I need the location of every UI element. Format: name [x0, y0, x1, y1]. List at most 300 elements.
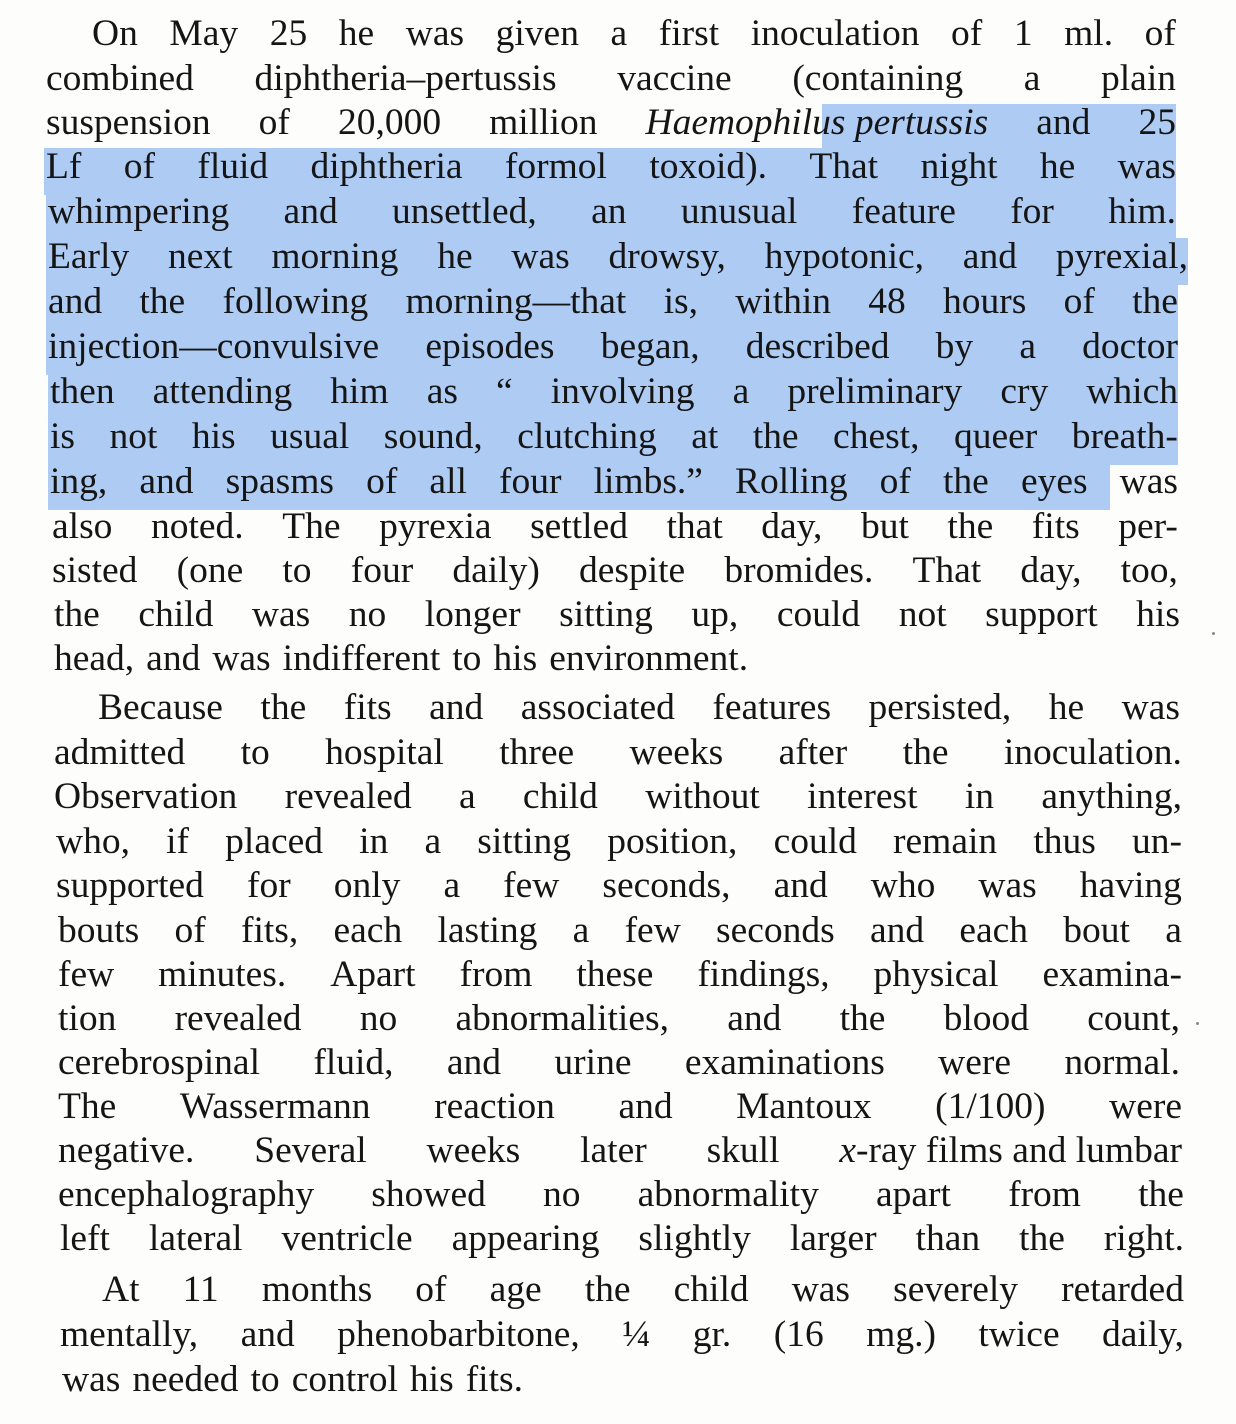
- word: a: [424, 821, 442, 862]
- word: months: [261, 1269, 373, 1310]
- word: four: [499, 461, 562, 502]
- word: is: [50, 416, 76, 457]
- word: 20,000: [337, 102, 442, 143]
- word: revealed: [284, 776, 412, 817]
- word: un-: [1131, 821, 1182, 862]
- word: spasms: [225, 461, 334, 502]
- word: appearing: [451, 1218, 600, 1259]
- word: eyes: [1020, 461, 1088, 502]
- word: a: [610, 13, 628, 54]
- word: pyrexial,: [1055, 236, 1188, 277]
- word: up,: [691, 594, 739, 635]
- word: no: [348, 594, 387, 635]
- word: and: [1036, 102, 1091, 143]
- word: head,: [54, 638, 135, 679]
- word: encephalography: [58, 1174, 315, 1215]
- word: ml.: [1064, 13, 1114, 54]
- word: plain: [1101, 58, 1176, 99]
- word: but: [860, 506, 909, 547]
- word: twice: [978, 1314, 1060, 1355]
- word: and: [429, 687, 484, 728]
- word: morning—that: [405, 281, 627, 322]
- text-line: [52, 549, 1178, 593]
- word: bromides.: [724, 550, 874, 591]
- word: 48: [868, 281, 906, 322]
- word: associated: [520, 687, 675, 728]
- word: interest: [807, 776, 918, 817]
- word: “: [496, 371, 513, 412]
- word: who,: [56, 821, 130, 862]
- word: breath-: [1071, 416, 1178, 457]
- word: fits,: [240, 910, 299, 951]
- word: the: [752, 416, 799, 457]
- word: longer: [424, 594, 521, 635]
- word: examinations: [684, 1042, 885, 1083]
- word: fluid: [197, 146, 269, 187]
- word: only: [333, 865, 401, 906]
- word: each: [959, 910, 1029, 951]
- word: formol: [504, 146, 607, 187]
- word: whimpering: [48, 191, 230, 232]
- word: thus: [1033, 821, 1096, 862]
- word: right.: [1103, 1218, 1184, 1259]
- word: Lf: [46, 146, 82, 187]
- word: slightly: [638, 1218, 751, 1259]
- word: admitted: [54, 732, 186, 773]
- text-line: [60, 1217, 1184, 1261]
- word: support: [985, 594, 1098, 635]
- word: these: [576, 954, 654, 995]
- word: abnormalities,: [455, 998, 669, 1039]
- word: cry: [1000, 371, 1049, 412]
- text-line: [54, 775, 1182, 819]
- word: Wassermann: [179, 1086, 371, 1127]
- word: was: [978, 865, 1037, 906]
- word: retarded: [1061, 1269, 1184, 1310]
- word: and: [773, 865, 828, 906]
- word: negative.: [58, 1130, 195, 1171]
- word: a: [1023, 58, 1041, 99]
- word: child: [673, 1269, 749, 1310]
- text-line: [56, 864, 1182, 908]
- word: suspension: [46, 102, 211, 143]
- word: fits: [1031, 506, 1080, 547]
- word: feature: [851, 191, 956, 232]
- text-line: [48, 325, 1178, 369]
- word: (1/100): [935, 1086, 1046, 1127]
- word: and: [139, 461, 194, 502]
- word: abnormality: [637, 1174, 819, 1215]
- word: Apart: [330, 954, 416, 995]
- word: in: [964, 776, 995, 817]
- word: sitting: [477, 821, 572, 862]
- word: sitting: [559, 594, 653, 635]
- word: having: [1079, 865, 1182, 906]
- word: all: [429, 461, 467, 502]
- word: injection—convulsive: [48, 326, 380, 367]
- word: he: [1039, 146, 1076, 187]
- word: was: [62, 1359, 121, 1400]
- word: and: [962, 236, 1017, 277]
- text-line: [58, 1085, 1182, 1129]
- text-line: [102, 1268, 1184, 1312]
- word: four: [350, 550, 414, 591]
- word: noted.: [150, 506, 244, 547]
- text-line: [46, 101, 1176, 145]
- word: Mantoux: [736, 1086, 872, 1127]
- scan-speck: [1196, 1022, 1199, 1025]
- word: urine: [554, 1042, 632, 1083]
- word: fits.: [465, 1359, 523, 1400]
- word: 1: [1013, 13, 1033, 54]
- word: revealed: [174, 998, 302, 1039]
- italic-x: [839, 1129, 1182, 1173]
- word: the: [260, 687, 307, 728]
- word: were: [1109, 1086, 1182, 1127]
- word: was: [1121, 687, 1180, 728]
- word: doctor: [1082, 326, 1178, 367]
- word: supported: [56, 865, 204, 906]
- word: fluid,: [313, 1042, 394, 1083]
- word: environment.: [549, 638, 749, 679]
- word: and: [446, 1042, 502, 1083]
- word: of: [415, 1269, 447, 1310]
- word: after: [778, 732, 848, 773]
- word: were: [938, 1042, 1012, 1083]
- word: began,: [600, 326, 700, 367]
- word: seconds,: [602, 865, 731, 906]
- word: inoculation: [750, 13, 920, 54]
- word: daily,: [1102, 1314, 1184, 1355]
- word: he: [437, 236, 473, 277]
- word: At: [102, 1269, 140, 1310]
- word: the: [943, 461, 989, 502]
- word: lasting: [437, 910, 538, 951]
- word: diphtheria–pertussis: [254, 58, 557, 99]
- word: who: [870, 865, 936, 906]
- word: each: [333, 910, 403, 951]
- text-line: [60, 1313, 1184, 1357]
- word: inoculation.: [1003, 732, 1182, 773]
- word: and: [48, 281, 103, 322]
- word: not: [109, 416, 158, 457]
- word: seconds: [716, 910, 835, 951]
- word: despite: [578, 550, 686, 591]
- word: in: [359, 821, 389, 862]
- word: for: [246, 865, 291, 906]
- word: then: [50, 371, 115, 412]
- word: could: [776, 594, 861, 635]
- word: described: [745, 326, 890, 367]
- word: mg.): [866, 1314, 936, 1355]
- word: and: [146, 638, 201, 679]
- text-line: [58, 909, 1182, 953]
- word: ing,: [50, 461, 108, 502]
- word: findings,: [697, 954, 830, 995]
- word: fits: [343, 687, 392, 728]
- word: a: [458, 776, 476, 817]
- word: a: [1165, 910, 1182, 951]
- word: night: [920, 146, 998, 187]
- word: involving: [550, 371, 695, 412]
- line-text: -ray films and lumbar: [856, 1130, 1182, 1171]
- word: and: [283, 191, 338, 232]
- text-line: [46, 145, 1176, 189]
- text-line: [52, 505, 1178, 549]
- word: ventricle: [281, 1218, 413, 1259]
- word: he: [338, 13, 375, 54]
- word: if: [166, 821, 190, 862]
- text-line: [58, 953, 1182, 997]
- word: the: [54, 594, 100, 635]
- word: too,: [1120, 550, 1178, 591]
- word: the: [139, 281, 186, 322]
- word: of: [1144, 13, 1176, 54]
- word: given: [495, 13, 579, 54]
- word: to: [452, 638, 482, 679]
- word: limbs.”: [593, 461, 703, 502]
- word: preliminary: [787, 371, 963, 412]
- word: 11: [182, 1269, 219, 1310]
- scan-speck: [1212, 632, 1215, 635]
- word: for: [1010, 191, 1054, 232]
- text-line: [50, 370, 1178, 414]
- word: of: [258, 102, 290, 143]
- word: 25: [1138, 102, 1176, 143]
- word: That: [912, 550, 982, 591]
- word: was: [1119, 461, 1178, 502]
- word: his: [191, 416, 236, 457]
- word: left: [60, 1218, 110, 1259]
- word: from: [1008, 1174, 1081, 1215]
- text-line: [48, 190, 1176, 234]
- word: child: [522, 776, 598, 817]
- word: persisted,: [868, 687, 1012, 728]
- word: combined: [46, 58, 194, 99]
- text-line: [48, 235, 1188, 279]
- word: a: [572, 910, 590, 951]
- word: his: [493, 638, 538, 679]
- word: could: [773, 821, 857, 862]
- word: bout: [1063, 910, 1130, 951]
- word: to: [240, 732, 270, 773]
- word: features: [712, 687, 832, 728]
- word: hospital: [325, 732, 444, 773]
- word: the: [947, 506, 994, 547]
- word: at: [691, 416, 719, 457]
- word: count,: [1087, 998, 1180, 1039]
- word: a: [1019, 326, 1036, 367]
- word: and: [240, 1314, 295, 1355]
- word: no: [543, 1174, 581, 1215]
- word: unusual: [680, 191, 798, 232]
- word: needed: [132, 1359, 239, 1400]
- word: and: [618, 1086, 673, 1127]
- word: to: [250, 1359, 280, 1400]
- word: weeks: [426, 1130, 521, 1171]
- word: first: [658, 13, 720, 54]
- word: and: [869, 910, 925, 951]
- text-line: [48, 280, 1178, 324]
- word: attending: [152, 371, 293, 412]
- word: diphtheria: [310, 146, 463, 187]
- word: indifferent: [282, 638, 441, 679]
- word: is,: [663, 281, 698, 322]
- word: was: [212, 638, 271, 679]
- word: of: [366, 461, 398, 502]
- text-line: [58, 997, 1180, 1041]
- word: the: [1138, 1174, 1184, 1215]
- word: Observation: [54, 776, 238, 817]
- word: Early: [48, 236, 130, 277]
- italic-text: x: [839, 1130, 857, 1171]
- word: next: [168, 236, 233, 277]
- word: was: [791, 1269, 851, 1310]
- word: no: [359, 998, 398, 1039]
- word: million: [489, 102, 598, 143]
- word: skull: [706, 1130, 780, 1171]
- word: On: [92, 13, 138, 54]
- word: also: [52, 506, 113, 547]
- word: the: [1019, 1218, 1065, 1259]
- text-line: [58, 1129, 1182, 1173]
- italic-species-name: [646, 101, 989, 145]
- italic-text: Haemophilus pertussis: [645, 102, 989, 143]
- word: ¼: [622, 1314, 651, 1355]
- word: later: [580, 1130, 647, 1171]
- word: That: [809, 146, 879, 187]
- text-line: [54, 637, 1180, 681]
- word: an: [591, 191, 627, 232]
- word: from: [459, 954, 533, 995]
- word: Rolling: [735, 461, 848, 502]
- word: was: [511, 236, 570, 277]
- word: his: [1136, 594, 1180, 635]
- word: the: [839, 998, 886, 1039]
- word: of: [174, 910, 206, 951]
- word: day,: [761, 506, 823, 547]
- word: the: [1132, 281, 1178, 322]
- word: reaction: [434, 1086, 555, 1127]
- text-line: [50, 415, 1178, 459]
- word: which: [1086, 371, 1178, 412]
- word: severely: [893, 1269, 1019, 1310]
- text-line: [58, 1041, 1180, 1085]
- word: cerebrospinal: [58, 1042, 260, 1083]
- word: was: [405, 13, 465, 54]
- word: was: [1117, 146, 1176, 187]
- word: drowsy,: [608, 236, 726, 277]
- word: (one: [176, 550, 244, 591]
- word: of: [951, 13, 983, 54]
- word: daily): [452, 550, 540, 591]
- word: hours: [943, 281, 1027, 322]
- word: hypotonic,: [764, 236, 925, 277]
- text-line: [54, 731, 1182, 775]
- word: the: [584, 1269, 631, 1310]
- word: phenobarbitone,: [337, 1314, 580, 1355]
- word: than: [915, 1218, 981, 1259]
- word: per-: [1118, 506, 1178, 547]
- word: anything,: [1041, 776, 1182, 817]
- word: sisted: [52, 550, 138, 591]
- word: few: [503, 865, 560, 906]
- word: and: [727, 998, 782, 1039]
- word: sound,: [383, 416, 483, 457]
- word: settled: [530, 506, 628, 547]
- word: remain: [893, 821, 998, 862]
- word: physical: [873, 954, 999, 995]
- word: day,: [1020, 550, 1082, 591]
- text-line: [92, 12, 1176, 56]
- text-line: [50, 460, 1178, 504]
- text-line: [98, 686, 1180, 730]
- word: clutching: [517, 416, 657, 457]
- word: by: [935, 326, 974, 367]
- text-line: [56, 820, 1182, 864]
- word: of: [879, 461, 911, 502]
- word: gr.: [692, 1314, 732, 1355]
- word: weeks: [629, 732, 724, 773]
- word: a: [732, 371, 750, 412]
- word: child: [138, 594, 214, 635]
- word: (16: [773, 1314, 824, 1355]
- word: morning: [271, 236, 399, 277]
- word: unsettled,: [392, 191, 537, 232]
- word: that: [666, 506, 723, 547]
- word: the: [902, 732, 949, 773]
- word: Because: [98, 687, 223, 728]
- word: mentally,: [60, 1314, 199, 1355]
- word: of: [1063, 281, 1095, 322]
- word: few: [624, 910, 681, 951]
- word: tion: [58, 998, 117, 1039]
- word: pyrexia: [379, 506, 492, 547]
- word: placed: [225, 821, 324, 862]
- word: larger: [789, 1218, 877, 1259]
- word: 25: [269, 13, 308, 54]
- word: The: [58, 1086, 117, 1127]
- word: he: [1048, 687, 1085, 728]
- word: vaccine: [617, 58, 732, 99]
- word: blood: [943, 998, 1030, 1039]
- word: position,: [607, 821, 738, 862]
- word: was: [251, 594, 311, 635]
- word: examina-: [1042, 954, 1182, 995]
- word: lateral: [148, 1218, 243, 1259]
- word: his: [409, 1359, 454, 1400]
- word: not: [898, 594, 947, 635]
- word: a: [443, 865, 461, 906]
- word: apart: [875, 1174, 951, 1215]
- word: control: [291, 1359, 398, 1400]
- word: (containing: [792, 58, 964, 99]
- word: queer: [953, 416, 1038, 457]
- word: minutes.: [158, 954, 287, 995]
- word: showed: [371, 1174, 486, 1215]
- word: within: [735, 281, 832, 322]
- word: without: [645, 776, 760, 817]
- word: episodes: [425, 326, 555, 367]
- word: normal.: [1064, 1042, 1180, 1083]
- word: few: [58, 954, 115, 995]
- text-line: [46, 57, 1176, 101]
- word: following: [222, 281, 369, 322]
- text-line: [54, 593, 1180, 637]
- word: him.: [1108, 191, 1176, 232]
- word: Several: [254, 1130, 367, 1171]
- word: toxoid).: [649, 146, 768, 187]
